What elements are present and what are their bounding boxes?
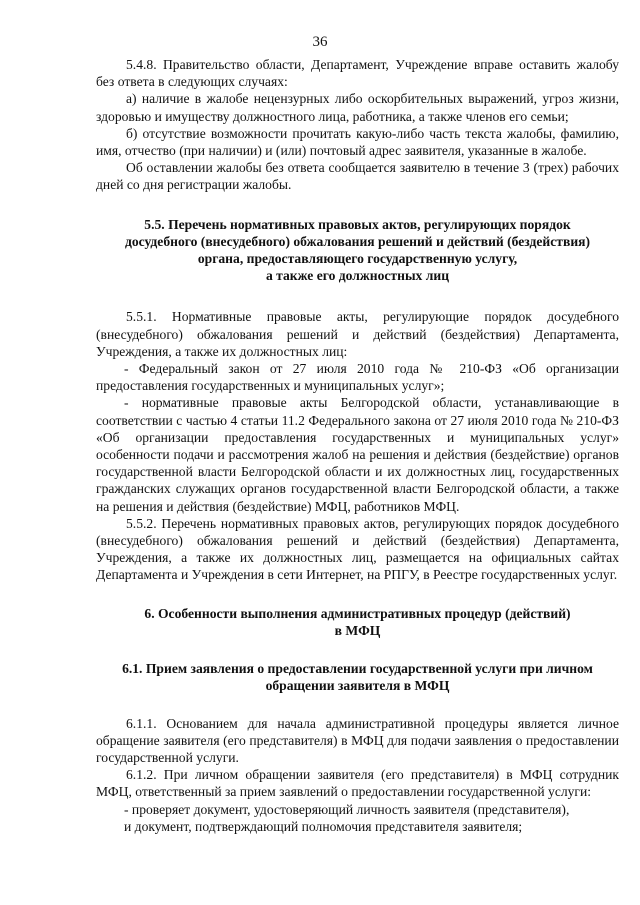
paragraph-6-1-1: 6.1.1. Основанием для начала административной процедуры является личное обращение заявителя (его представителя) в МФЦ для подачи заявления о предоставлении государственной услуги.: [96, 715, 619, 765]
section-5-5-heading-line: органа, предоставляющего государственную услугу,: [197, 251, 518, 267]
document-body: [96, 56, 619, 835]
law-list-item: - Федеральный закон от 27 июля 2010 года № 210-ФЗ «Об организации предоставления государственных и муниципальных услуг»;: [96, 361, 619, 394]
paragraph-5-5-2: 5.5.2. Перечень нормативных правовых актов, регулирующих порядок досудебного (внесудебного) обжалования решений и действий (бездействия) Департамента, Учреждения, а также их должностных лиц, размещается на официальных сайтах Департамента и Учреждения в сети Интернет, на РПГУ, в Реестре государственных услуг.: [96, 515, 619, 583]
paragraph-5-5-1: 5.5.1. Нормативные правовые акты, регулирующие порядок досудебного (внесудебного) обжалования решений и действий (бездействия) Департамента, Учреждения, а также их должностных лиц:: [96, 309, 619, 359]
page-number: 36: [312, 34, 328, 50]
section-5-5-heading: [96, 216, 619, 285]
regional-acts-list-item: - нормативные правовые акты Белгородской области, устанавливающие в соответствии с частью 4 статьи 11.2 Федерального закона от 27 июля 2010 года № 210-ФЗ «Об организации предоставления государственных и муниципальных услуг» особенности подачи и рассмотрения жалоб на решения и действия (бездействие) органов государственной власти Белгородской области и их должностных лиц, государственных гражданских служащих органов государственной власти Белгородской области, а также на решения и действия (бездействие) МФЦ, работников МФЦ.: [96, 395, 619, 514]
paragraph-6-1-2: 6.1.2. При личном обращении заявителя (его представителя) в МФЦ сотрудник МФЦ, ответственный за прием заявлений о предоставлении государственной услуги:: [96, 767, 619, 800]
section-6-1-heading: [96, 660, 619, 694]
section-6-heading: [96, 605, 619, 639]
check-document-list-item-continued: и документ, подтверждающий полномочия представителя заявителя;: [124, 818, 523, 834]
section-5-5-heading-line: а также его должностных лиц: [265, 268, 450, 284]
check-document-list-item: - проверяет документ, удостоверяющий личность заявителя (представителя),: [124, 801, 570, 817]
section-6-heading-line: 6. Особенности выполнения административных процедур (действий): [144, 605, 571, 621]
paragraph-5-4-8-item-a: а) наличие в жалобе нецензурных либо оскорбительных выражений, угроз жизни, здоровью и имуществу должностного лица, работника, а также членов его семьи;: [96, 91, 619, 124]
section-6-1-heading-line: 6.1. Прием заявления о предоставлении государственной услуги при личном: [122, 661, 593, 677]
paragraph-5-4-8-intro: 5.4.8. Правительство области, Департамент, Учреждение вправе оставить жалобу без ответа в следующих случаях:: [96, 57, 619, 90]
paragraph-5-4-8-notice: Об оставлении жалобы без ответа сообщается заявителю в течение 3 (трех) рабочих дней со дня регистрации жалобы.: [96, 160, 619, 193]
section-6-heading-line: в МФЦ: [334, 622, 381, 638]
section-5-5-heading-line: 5.5. Перечень нормативных правовых актов, регулирующих порядок: [144, 216, 571, 232]
section-6-1-heading-line: обращении заявителя в МФЦ: [265, 678, 450, 694]
section-5-5-heading-line: досудебного (внесудебного) обжалования решений и действий (бездействия): [124, 233, 591, 249]
paragraph-5-4-8-item-b: б) отсутствие возможности прочитать какую-либо часть текста жалобы, фамилию, имя, отчество (при наличии) и (или) почтовый адрес заявителя, указанные в жалобе.: [96, 125, 619, 159]
